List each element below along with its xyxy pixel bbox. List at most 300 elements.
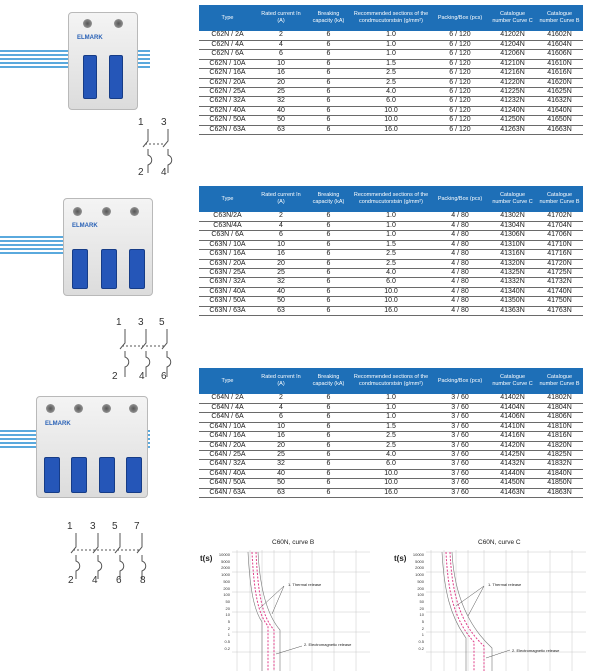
tick-label: 2 — [227, 625, 230, 631]
table-cell: 41263N — [489, 125, 536, 134]
table-cell: 41850N — [536, 479, 583, 488]
curve-plot — [232, 550, 370, 671]
table-cell: 4 / 80 — [431, 297, 489, 306]
table-row — [199, 240, 583, 249]
column-header: Breaking capacity (kA) — [306, 368, 351, 394]
table-cell: 16.0 — [351, 488, 431, 497]
table-cell: 41416N — [489, 432, 536, 441]
wiring-schematic-2pole — [135, 117, 190, 179]
table-cell: C63N / 32A — [199, 278, 256, 287]
table-cell: 6 — [256, 231, 306, 240]
table-row — [199, 59, 583, 68]
table-cell: 4 / 80 — [431, 306, 489, 315]
table-cell: C64N / 10A — [199, 422, 256, 431]
column-header: Packing/Box (pcs) — [431, 186, 489, 212]
table-cell: 1.0 — [351, 413, 431, 422]
table-cell: C63N/4A — [199, 221, 256, 230]
table-row — [199, 97, 583, 106]
table-cell: 32 — [256, 278, 306, 287]
table-cell: 41332N — [489, 278, 536, 287]
table-cell: 6 / 120 — [431, 50, 489, 59]
table-cell: 6 / 120 — [431, 31, 489, 40]
terminal-label: 1 — [116, 317, 122, 328]
table-cell: 3 / 60 — [431, 403, 489, 412]
table-cell: 3 / 60 — [431, 469, 489, 478]
table-cell: C63N / 50A — [199, 297, 256, 306]
table-cell: 6 — [306, 40, 351, 49]
table-cell: 6 / 120 — [431, 40, 489, 49]
terminal-label: 1 — [138, 117, 144, 128]
table-cell: C62N / 16A — [199, 69, 256, 78]
table-cell: 40 — [256, 106, 306, 115]
terminal-label: 5 — [159, 317, 165, 328]
table-cell: 41806N — [536, 413, 583, 422]
table-cell: 41840N — [536, 469, 583, 478]
table-cell: 41240N — [489, 106, 536, 115]
table-cell: 6 — [306, 250, 351, 259]
curve-title: C60N, curve B — [272, 539, 315, 546]
table-cell: 50 — [256, 479, 306, 488]
table-cell: 6 — [306, 306, 351, 315]
table-cell: 1.0 — [351, 40, 431, 49]
table-cell: 41206N — [489, 50, 536, 59]
tick-label: 0.2 — [224, 645, 230, 651]
terminal-label: 3 — [138, 317, 144, 328]
tick-label: 0.5 — [418, 639, 424, 645]
table-cell: 41325N — [489, 268, 536, 277]
table-cell: 16 — [256, 432, 306, 441]
table-cell: 41802N — [536, 394, 583, 403]
table-cell: 3 / 60 — [431, 450, 489, 459]
table-cell: 1.5 — [351, 59, 431, 68]
table-cell: 6 — [306, 87, 351, 96]
tick-label: 2 — [421, 625, 424, 631]
tick-label: 1 — [227, 632, 230, 638]
tick-label: 100 — [417, 592, 424, 598]
table-cell: 2.5 — [351, 250, 431, 259]
tick-label: 5 — [421, 619, 424, 625]
table-cell: C64N / 50A — [199, 479, 256, 488]
table-cell: 41616N — [536, 69, 583, 78]
table-cell: 16 — [256, 69, 306, 78]
table-cell: C64N / 32A — [199, 460, 256, 469]
table-cell: 10 — [256, 240, 306, 249]
table-cell: 6 — [306, 221, 351, 230]
table-cell: 3 / 60 — [431, 479, 489, 488]
breaker-toggle — [126, 457, 142, 493]
table-cell: 3 / 60 — [431, 413, 489, 422]
spec-table-c64n — [199, 368, 583, 498]
table-cell: 50 — [256, 297, 306, 306]
table-cell: 2 — [256, 212, 306, 221]
table-row — [199, 422, 583, 431]
table-cell: C63N / 10A — [199, 240, 256, 249]
wiring-schematic-3pole — [112, 317, 187, 385]
breaker-toggle — [83, 55, 97, 99]
table-cell: 41463N — [489, 488, 536, 497]
column-header: Recommended sections of the condmucutorstsin (g/mm²) — [351, 5, 431, 31]
breaker-toggle — [129, 249, 145, 289]
table-cell: 1.0 — [351, 394, 431, 403]
table-cell: C64N / 2A — [199, 394, 256, 403]
table-cell: 6 / 120 — [431, 69, 489, 78]
table-cell: 2.5 — [351, 441, 431, 450]
terminal-label: 3 — [161, 117, 167, 128]
table-cell: 41406N — [489, 413, 536, 422]
table-cell: 41825N — [536, 450, 583, 459]
table-cell: 3 / 60 — [431, 432, 489, 441]
table-cell: C62N / 50A — [199, 116, 256, 125]
table-row — [199, 413, 583, 422]
column-header: Breaking capacity (kA) — [306, 5, 351, 31]
table-cell: 6 — [256, 413, 306, 422]
curve-annotation: 1. Thermal release — [288, 582, 322, 587]
breaker-toggle — [109, 55, 123, 99]
table-cell: 6 / 120 — [431, 116, 489, 125]
table-cell: 63 — [256, 125, 306, 134]
terminal-label: 6 — [116, 575, 122, 586]
table-cell: 4.0 — [351, 450, 431, 459]
trip-curve-c — [394, 536, 586, 671]
table-cell: 6 — [306, 78, 351, 87]
table-cell: 6 — [306, 287, 351, 296]
table-row — [199, 259, 583, 268]
table-cell: 10 — [256, 59, 306, 68]
table-cell: C62N / 32A — [199, 97, 256, 106]
table-cell: 50 — [256, 116, 306, 125]
table-cell: 4 — [256, 403, 306, 412]
table-cell: 41732N — [536, 278, 583, 287]
table-cell: 41716N — [536, 250, 583, 259]
breaker-toggle — [72, 249, 88, 289]
table-row — [199, 69, 583, 78]
spec-table-c62n — [199, 5, 583, 135]
table-cell: 41725N — [536, 268, 583, 277]
table-row — [199, 278, 583, 287]
table-cell: 41432N — [489, 460, 536, 469]
table-cell: 2.5 — [351, 259, 431, 268]
terminal-label: 7 — [134, 521, 140, 532]
table-cell: 41606N — [536, 50, 583, 59]
breaker-brand-logo: ELMARK — [45, 421, 71, 427]
table-row — [199, 116, 583, 125]
tick-label: 1000 — [221, 572, 230, 578]
table-cell: 6 — [306, 50, 351, 59]
table-row — [199, 441, 583, 450]
table-cell: 4 / 80 — [431, 287, 489, 296]
table-cell: 41306N — [489, 231, 536, 240]
table-cell: 41663N — [536, 125, 583, 134]
table-cell: 4 / 80 — [431, 212, 489, 221]
table-cell: 41702N — [536, 212, 583, 221]
table-cell: C62N / 2A — [199, 31, 256, 40]
column-header: Catalogue number Curve B — [536, 5, 583, 31]
table-cell: 41620N — [536, 78, 583, 87]
table-cell: 4 — [256, 221, 306, 230]
table-row — [199, 221, 583, 230]
table-cell: 41310N — [489, 240, 536, 249]
tick-label: 10000 — [218, 552, 230, 557]
curve-annotation: 1. Thermal release — [488, 582, 522, 587]
table-cell: 6 — [306, 259, 351, 268]
table-cell: 41232N — [489, 97, 536, 106]
tick-label: 50 — [419, 598, 424, 604]
table-cell: 20 — [256, 259, 306, 268]
table-cell: 41763N — [536, 306, 583, 315]
table-cell: 10.0 — [351, 479, 431, 488]
terminal-label: 2 — [138, 167, 144, 178]
table-cell: 4 / 80 — [431, 278, 489, 287]
table-cell: 41816N — [536, 432, 583, 441]
table-cell: 4.0 — [351, 87, 431, 96]
table-row — [199, 268, 583, 277]
table-cell: 6 — [306, 450, 351, 459]
curve-annotation: 2. Electromagnetic release — [304, 642, 352, 647]
table-cell: 63 — [256, 306, 306, 315]
table-cell: 41363N — [489, 306, 536, 315]
table-cell: 2.5 — [351, 78, 431, 87]
tick-label: 50 — [225, 598, 230, 604]
table-cell: 41440N — [489, 469, 536, 478]
table-cell: 6 — [306, 125, 351, 134]
table-cell: 4 / 80 — [431, 231, 489, 240]
table-cell: 2.5 — [351, 432, 431, 441]
table-cell: 6 — [306, 59, 351, 68]
table-cell: 6 — [306, 469, 351, 478]
table-cell: 41216N — [489, 69, 536, 78]
table-cell: 41210N — [489, 59, 536, 68]
tick-label: 500 — [223, 578, 230, 584]
table-cell: 6 / 120 — [431, 78, 489, 87]
table-cell: 40 — [256, 287, 306, 296]
table-cell: 3 / 60 — [431, 441, 489, 450]
table-cell: 41350N — [489, 297, 536, 306]
table-cell: 25 — [256, 87, 306, 96]
table-cell: 6 — [306, 116, 351, 125]
column-header: Catalogue number Curve B — [536, 368, 583, 394]
tick-label: 100 — [223, 592, 230, 598]
table-cell: 6 — [306, 422, 351, 431]
curve-y-label: t(s) — [200, 554, 213, 563]
table-cell: 41304N — [489, 221, 536, 230]
table-cell: 41450N — [489, 479, 536, 488]
table-cell: 41204N — [489, 40, 536, 49]
breaker-4pole-image — [36, 396, 148, 498]
curve-y-ticks — [212, 552, 230, 653]
table-cell: 41740N — [536, 287, 583, 296]
table-cell: 20 — [256, 78, 306, 87]
table-row — [199, 488, 583, 497]
table-cell: C63N / 20A — [199, 259, 256, 268]
table-cell: 6 / 120 — [431, 125, 489, 134]
tick-label: 5000 — [415, 558, 424, 564]
breaker-toggle — [99, 457, 115, 493]
terminal-label: 4 — [92, 575, 98, 586]
tick-label: 1 — [421, 632, 424, 638]
table-cell: 16 — [256, 250, 306, 259]
table-cell: 25 — [256, 268, 306, 277]
tick-label: 500 — [417, 578, 424, 584]
table-cell: 41610N — [536, 59, 583, 68]
tick-label: 5 — [227, 619, 230, 625]
trip-curve-b — [200, 536, 370, 671]
table-cell: 2 — [256, 394, 306, 403]
table-row — [199, 87, 583, 96]
breaker-brand-logo: ELMARK — [72, 223, 98, 229]
tick-label: 2000 — [415, 565, 424, 571]
table-row — [199, 31, 583, 40]
table-cell: 41720N — [536, 259, 583, 268]
table-cell: 10.0 — [351, 287, 431, 296]
table-cell: 6 — [306, 231, 351, 240]
table-cell: 1.0 — [351, 231, 431, 240]
terminal-label: 3 — [90, 521, 96, 532]
breaker-toggle — [44, 457, 60, 493]
table-cell: 41420N — [489, 441, 536, 450]
breaker-3pole-image — [63, 198, 153, 296]
breaker-toggle — [101, 249, 117, 289]
table-cell: 41632N — [536, 97, 583, 106]
table-cell: 6 / 120 — [431, 59, 489, 68]
table-row — [199, 432, 583, 441]
column-header: Packing/Box (pcs) — [431, 368, 489, 394]
tick-label: 200 — [223, 585, 230, 591]
tick-label: 10000 — [412, 552, 424, 557]
column-header: Catalogue number Curve C — [489, 186, 536, 212]
table-cell: 2 — [256, 31, 306, 40]
table-cell: 41810N — [536, 422, 583, 431]
tick-label: 10 — [419, 612, 424, 618]
table-cell: 41704N — [536, 221, 583, 230]
column-header: Catalogue number Curve C — [489, 5, 536, 31]
table-cell: 41602N — [536, 31, 583, 40]
table-cell: 41710N — [536, 240, 583, 249]
table-row — [199, 250, 583, 259]
table-row — [199, 297, 583, 306]
table-row — [199, 50, 583, 59]
column-header: Catalogue number Curve B — [536, 186, 583, 212]
table-cell: 6 — [306, 460, 351, 469]
terminal-label: 8 — [140, 575, 146, 586]
table-cell: 41340N — [489, 287, 536, 296]
terminal-label: 4 — [139, 371, 145, 382]
table-cell: C63N / 16A — [199, 250, 256, 259]
curve-annotation: 2. Electromagnetic release — [512, 648, 560, 653]
table-row — [199, 212, 583, 221]
table-cell: C64N / 20A — [199, 441, 256, 450]
table-row — [199, 450, 583, 459]
terminal-label: 2 — [112, 371, 118, 382]
table-cell: 41625N — [536, 87, 583, 96]
wiring-schematic-4pole — [62, 521, 167, 587]
table-cell: 6 — [306, 297, 351, 306]
table-cell: C62N / 6A — [199, 50, 256, 59]
column-header: Recommended sections of the condmucutorstsin (g/mm²) — [351, 186, 431, 212]
table-cell: 1.0 — [351, 212, 431, 221]
table-cell: 32 — [256, 460, 306, 469]
column-header: Catalogue number Curve C — [489, 368, 536, 394]
breaker-toggle — [71, 457, 87, 493]
column-header: Recommended sections of the condmucutorstsin (g/mm²) — [351, 368, 431, 394]
table-cell: 6 — [306, 106, 351, 115]
column-header: Rated current In (A) — [256, 5, 306, 31]
table-cell: 25 — [256, 450, 306, 459]
table-cell: 41402N — [489, 394, 536, 403]
tick-label: 20 — [225, 605, 230, 611]
table-cell: 6 — [306, 413, 351, 422]
table-cell: 41832N — [536, 460, 583, 469]
table-cell: 3 / 60 — [431, 394, 489, 403]
table-cell: 41250N — [489, 116, 536, 125]
column-header: Packing/Box (pcs) — [431, 5, 489, 31]
table-cell: 6 — [306, 212, 351, 221]
curve-title: C60N, curve C — [478, 539, 521, 546]
table-row — [199, 469, 583, 478]
curve-y-label: t(s) — [394, 554, 407, 563]
table-cell: 10.0 — [351, 116, 431, 125]
table-row — [199, 125, 583, 134]
table-cell: 41320N — [489, 259, 536, 268]
table-cell: 6 / 120 — [431, 106, 489, 115]
table-row — [199, 460, 583, 469]
table-cell: 6 — [256, 50, 306, 59]
table-cell: 10 — [256, 422, 306, 431]
curve-plot — [426, 550, 586, 671]
table-cell: 41863N — [536, 488, 583, 497]
table-cell: 41220N — [489, 78, 536, 87]
table-cell: 1.5 — [351, 240, 431, 249]
tick-label: 200 — [417, 585, 424, 591]
table-cell: C63N / 6A — [199, 231, 256, 240]
table-cell: 6 — [306, 268, 351, 277]
table-cell: C64N / 63A — [199, 488, 256, 497]
table-cell: 32 — [256, 97, 306, 106]
tick-label: 0.5 — [224, 639, 230, 645]
table-cell: 10.0 — [351, 106, 431, 115]
terminal-label: 5 — [112, 521, 118, 532]
table-cell: C62N / 40A — [199, 106, 256, 115]
table-cell: 41410N — [489, 422, 536, 431]
table-cell: 41804N — [536, 403, 583, 412]
table-cell: 6 — [306, 31, 351, 40]
table-cell: 41225N — [489, 87, 536, 96]
table-cell: 4 / 80 — [431, 250, 489, 259]
table-cell: 41750N — [536, 297, 583, 306]
table-cell: 16.0 — [351, 125, 431, 134]
table-cell: 6 — [306, 394, 351, 403]
table-cell: 10.0 — [351, 469, 431, 478]
table-cell: 6 / 120 — [431, 87, 489, 96]
table-cell: 6.0 — [351, 97, 431, 106]
table-cell: C64N / 40A — [199, 469, 256, 478]
table-cell: 4 / 80 — [431, 240, 489, 249]
column-header: Type — [199, 5, 256, 31]
column-header: Breaking capacity (kA) — [306, 186, 351, 212]
tick-label: 5000 — [221, 558, 230, 564]
table-cell: 41650N — [536, 116, 583, 125]
table-cell: 6 — [306, 97, 351, 106]
table-cell: C62N / 63A — [199, 125, 256, 134]
table-cell: 3 / 60 — [431, 422, 489, 431]
table-cell: 6 — [306, 403, 351, 412]
breaker-2pole-image — [68, 12, 138, 110]
tick-label: 2000 — [221, 565, 230, 571]
table-cell: 6 — [306, 441, 351, 450]
spec-table-c63n — [199, 186, 583, 316]
table-cell: 1.5 — [351, 422, 431, 431]
table-cell: 20 — [256, 441, 306, 450]
table-cell: 4 / 80 — [431, 221, 489, 230]
